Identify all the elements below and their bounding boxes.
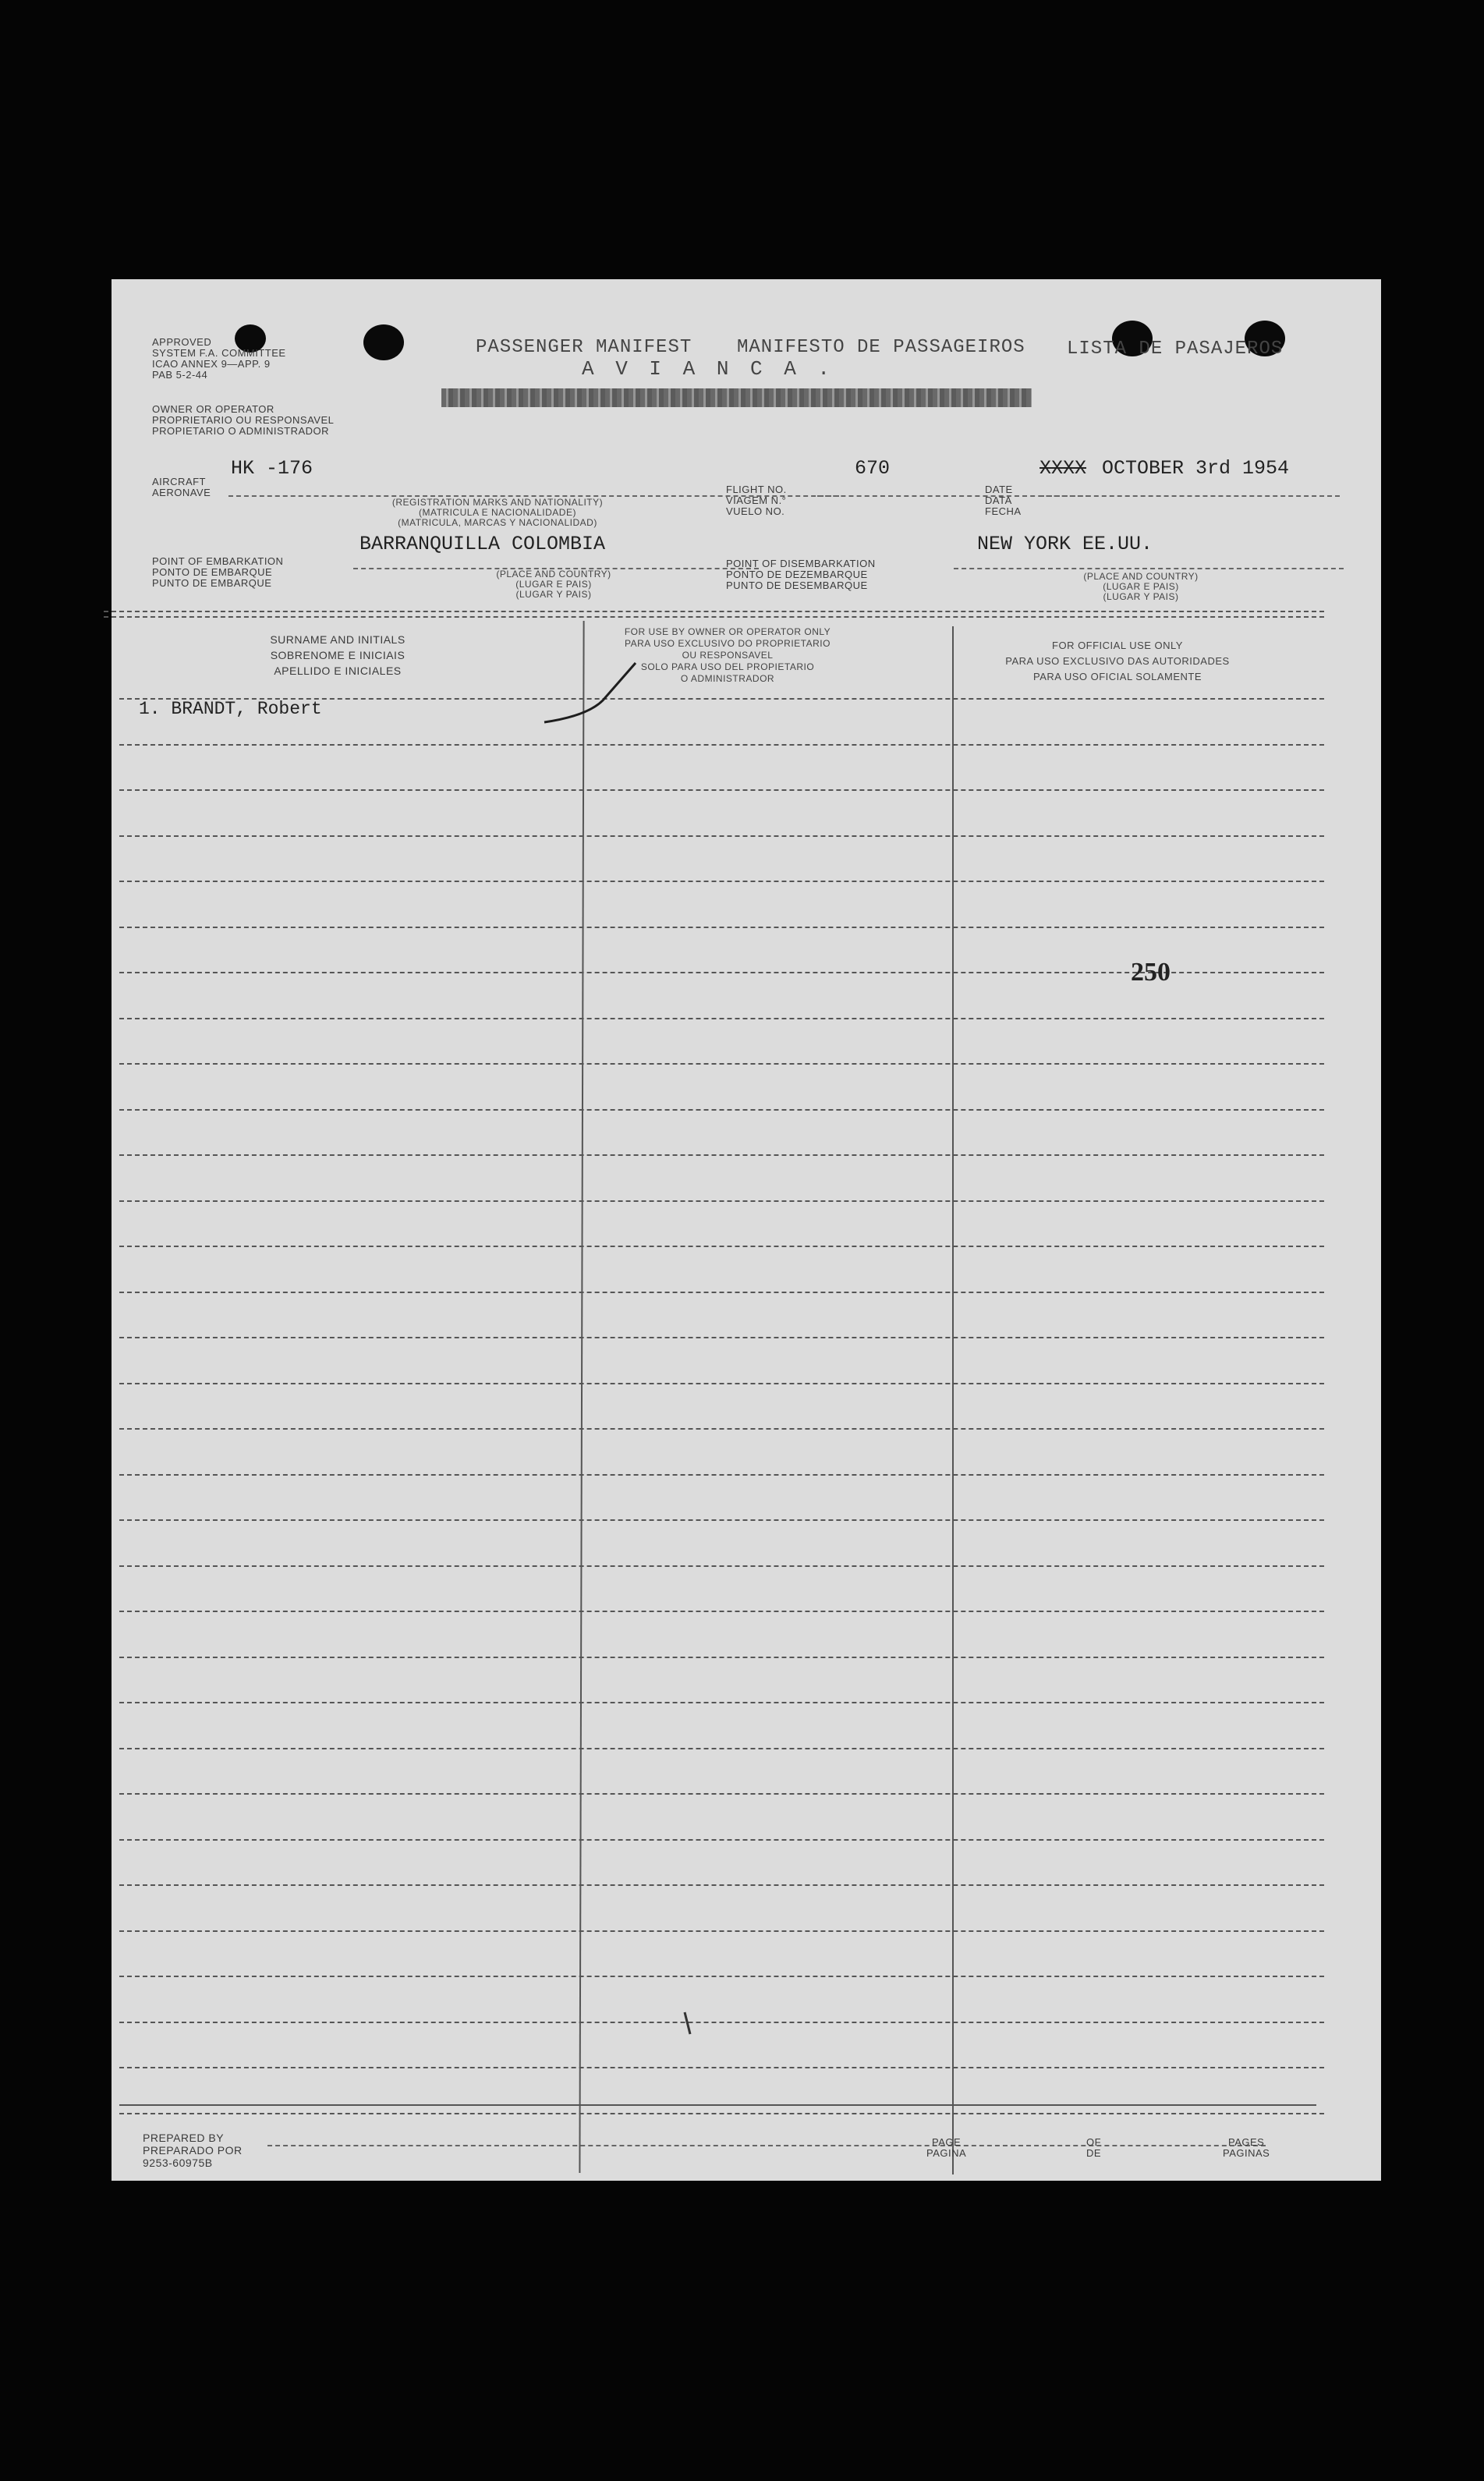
approval-line: PAB 5-2-44: [152, 369, 208, 381]
owner-label: OWNER OR OPERATOR: [152, 403, 274, 415]
page-label-en: PAGE: [932, 2136, 962, 2148]
official-number: 250: [1131, 958, 1171, 987]
footer-rule: [119, 2104, 1316, 2106]
page-label: [926, 2137, 966, 2159]
caption-line: (LUGAR E PAIS): [1103, 581, 1179, 592]
of-label-en: OF: [1086, 2136, 1102, 2148]
disembarkation-place: NEW YORK EE.UU.: [977, 533, 1153, 555]
disembarkation-label-es: PUNTO DE DESEMBARQUE: [726, 579, 868, 591]
passenger-entry: 1. BRANDT, Robert: [139, 699, 322, 719]
header-line: PARA USO OFICIAL SOLAMENTE: [1033, 671, 1202, 682]
header-line: SURNAME AND INITIALS: [270, 633, 406, 646]
pages-label: [1223, 2137, 1270, 2159]
header-line: O ADMINISTRADOR: [680, 673, 775, 684]
date-label-pt: DATA: [985, 494, 1012, 506]
caption-line: (LUGAR Y PAIS): [1103, 591, 1179, 602]
flight-label-en: FLIGHT NO.: [726, 484, 787, 495]
page-label-es: PAGINA: [926, 2147, 967, 2159]
disembarkation-label-en: POINT OF DISEMBARKATION: [726, 558, 876, 569]
approval-line: APPROVED: [152, 336, 212, 348]
caption-line: (PLACE AND COUNTRY): [496, 569, 611, 579]
pages-label-en: PAGES: [1228, 2136, 1265, 2148]
disembarkation-label-pt: PONTO DE DEZEMBARQUE: [726, 569, 868, 580]
caption-line: (MATRICULA E NACIONALIDADE): [419, 507, 576, 518]
flight-label-pt: VIAGEM N.°: [726, 494, 787, 506]
date-value: OCTOBER 3rd 1954: [1102, 457, 1290, 480]
owner-label: PROPRIETARIO OU RESPONSAVEL: [152, 414, 335, 426]
airline-name: A V I A N C A .: [582, 357, 835, 381]
approval-line: ICAO ANNEX 9—APP. 9: [152, 358, 271, 370]
caption-line: (REGISTRATION MARKS AND NATIONALITY): [391, 497, 604, 508]
aircraft-label-en: AIRCRAFT: [152, 476, 206, 487]
header-line: FOR OFFICIAL USE ONLY: [1052, 640, 1183, 651]
header-line: APELLIDO E INICIALES: [274, 665, 402, 677]
embarkation-label-pt: PONTO DE EMBARQUE: [152, 566, 273, 578]
date-struck: XXXX: [1040, 457, 1087, 480]
form-number: 9253-60975B: [143, 2157, 213, 2169]
prepared-line: PREPARED BY: [143, 2132, 225, 2144]
date-label-es: FECHA: [985, 505, 1022, 517]
header-line: SOLO PARA USO DEL PROPIETARIO: [640, 661, 815, 672]
owner-label: PROPIETARIO O ADMINISTRADOR: [152, 425, 330, 437]
title-portuguese: MANIFESTO DE PASSAGEIROS: [737, 337, 1025, 358]
aircraft-label-pt: AERONAVE: [152, 487, 211, 498]
aircraft-registration: HK -176: [231, 457, 313, 480]
date-label-en: DATE: [985, 484, 1013, 495]
header-line: FOR USE BY OWNER OR OPERATOR ONLY: [624, 626, 831, 637]
caption-line: (PLACE AND COUNTRY): [1083, 571, 1199, 582]
header-line: PARA USO EXCLUSIVO DO PROPRIETARIO: [625, 638, 831, 649]
caption-line: (MATRICULA, MARCAS Y NACIONALIDAD): [398, 517, 597, 528]
manifest-sheet: [112, 279, 1381, 2181]
of-label: [1086, 2137, 1101, 2159]
handwritten-check: [112, 279, 1381, 2181]
header-line: PARA USO EXCLUSIVO DAS AUTORIDADES: [1005, 655, 1230, 667]
prepared-line-rule: [267, 2145, 1266, 2146]
header-line: SOBRENOME E INICIAIS: [270, 649, 406, 661]
approval-line: SYSTEM F.A. COMMITTEE: [152, 347, 286, 359]
prepared-by-label: [143, 2132, 243, 2169]
embarkation-label-es: PUNTO DE EMBARQUE: [152, 577, 272, 589]
title-english: PASSENGER MANIFEST: [476, 337, 692, 358]
pages-label-es: PAGINAS: [1223, 2147, 1270, 2159]
title-spanish: LISTA DE PASAJEROS: [1067, 338, 1284, 360]
embarkation-place: BARRANQUILLA COLOMBIA: [359, 533, 606, 555]
caption-line: (LUGAR E PAIS): [515, 579, 592, 590]
caption-line: (LUGAR Y PAIS): [515, 589, 592, 600]
prepared-line: PREPARADO POR: [143, 2144, 243, 2157]
embarkation-label-en: POINT OF EMBARKATION: [152, 555, 284, 567]
flight-label-es: VUELO NO.: [726, 505, 785, 517]
flight-number: 670: [855, 457, 891, 480]
header-line: OU RESPONSAVEL: [682, 650, 774, 661]
of-label-es: DE: [1086, 2147, 1102, 2159]
